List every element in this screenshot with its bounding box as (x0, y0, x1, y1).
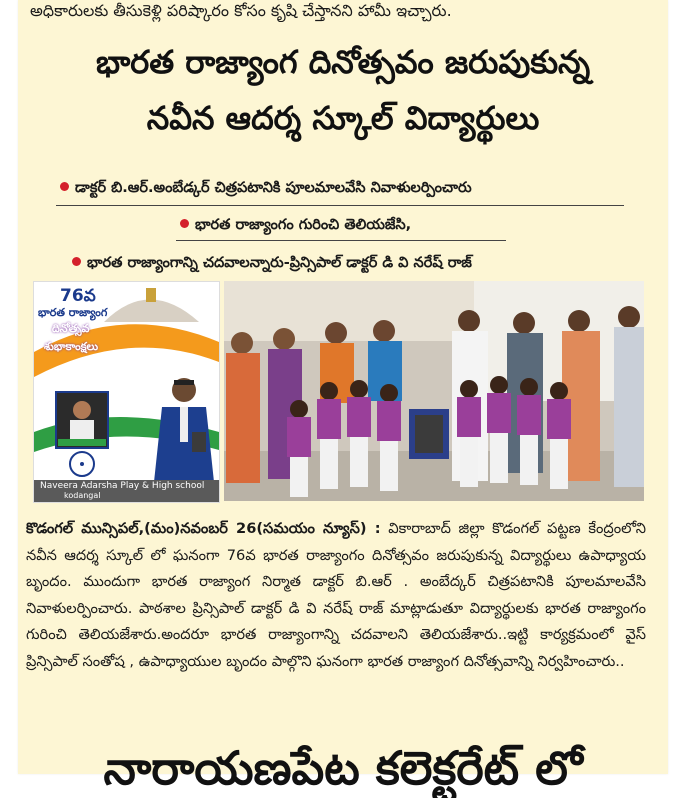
article-body (26, 516, 646, 675)
poster-title-2: దినోత్సవ (52, 322, 90, 335)
headline-line-1: భారత రాజ్యాంగ దినోత్సవం జరుపుకున్న (95, 43, 591, 81)
next-article-headline: నారాయణపేట కలెక్టరేట్ లో (103, 741, 583, 795)
divider (56, 205, 624, 206)
group-photo (224, 281, 644, 501)
previous-article-tail: అధికారులకు తీసుకెళ్లి పరిష్కారం కోసం కృషి చేస్తానని హామీ ఇచ్చారు. (30, 1, 452, 20)
article-dateline: కొడంగల్ మున్సిపల్,(మం)నవంబర్ 26(సమయం న్యూస్) : (26, 520, 381, 537)
headline-line-2: నవీన ఆదర్శ స్కూల్ విద్యార్థులు (146, 99, 540, 137)
poster-title-3: శుభాకాంక్షలు (44, 340, 99, 353)
red-bullet-icon (60, 182, 69, 191)
subhead-bullet-1 (60, 176, 472, 200)
subhead-bullet-text: భారత రాజ్యాంగం గురించి తెలియజేసి, (195, 217, 412, 233)
subhead-bullet-text: భారత రాజ్యాంగాన్ని చదవాలన్నారు-ప్రిన్సిపాల్ డాక్టర్ డి వి నరేష్ రాజ్ (87, 255, 472, 271)
constitution-day-poster (33, 281, 220, 503)
poster-school-name: Naveera Adarsha Play & High school (40, 481, 205, 491)
subhead-bullet-text: డాక్టర్ బి.ఆర్.అంబేడ్కర్ చిత్రపటానికి పూలమాలవేసి నివాళులర్పించారు (75, 180, 472, 196)
subhead-bullet-2 (180, 213, 411, 237)
red-bullet-icon (72, 257, 81, 266)
subhead-bullet-3 (72, 251, 472, 275)
group-photo-graphic (224, 281, 644, 501)
red-bullet-icon (180, 219, 189, 228)
poster-title-1: భారత రాజ్యాంగ (38, 306, 108, 319)
article-text: వికారాబాద్ జిల్లా కొడంగల్ పట్టణ కేంద్రంలోని నవీన ఆదర్శ స్కూల్ లో ఘనంగా 76వ భారత రాజ్యాంగం దినోత్సవం జరుపుకున్న విద్యార్థులు ఉపాధ్యాయ బృందం. ముందుగా భారత రాజ్యాంగ నిర్మాత డాక్టర్ బి.ఆర్ . అంబేద్కర్ చిత్రపటానికి పూలమాలవేసి నివాళులర్పించారు. పాఠశాల ప్రిన్సిపాల్ డాక్టర్ డి వి నరేష్ రాజ్ మాట్లాడుతూ విద్యార్థులకు భారత రాజ్యాంగం గురించి తెలియజేశారు.అందరూ భారత రాజ్యాంగాన్ని చదవాలని తెలియజేశారు..ఇట్టి కార్యక్రమంలో వైస్ ప్రిన్సిపాల్ సంతోష , ఉపాధ్యాయుల బృందం పాల్గొని ఘనంగా భారత రాజ్యాంగ దినోత్సవాన్ని నిర్వహించారు.. (26, 520, 646, 670)
divider (176, 240, 506, 241)
poster-number: 76వ (60, 286, 96, 306)
poster-place: kodangal (64, 491, 101, 500)
